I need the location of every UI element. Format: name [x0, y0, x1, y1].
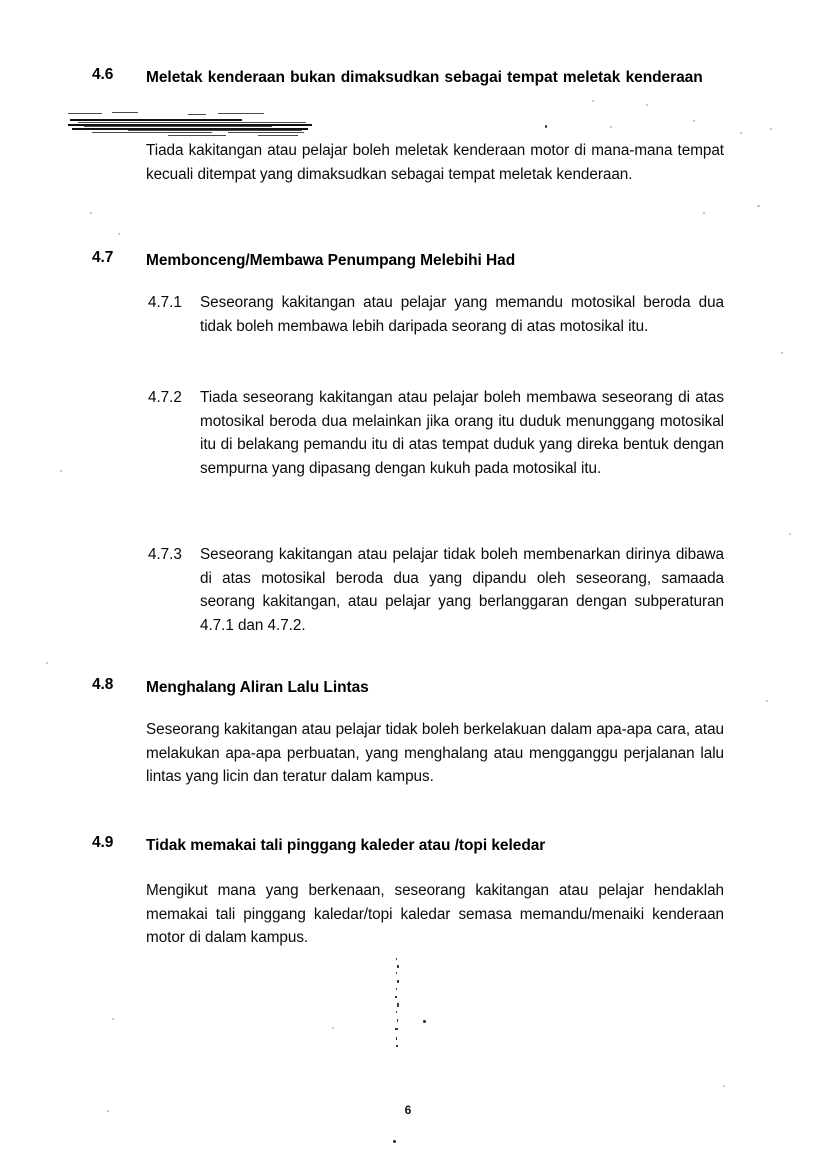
- section-heading-4-7: [92, 249, 778, 273]
- section-body-4-8: Seseorang kakitangan atau pelajar tidak boleh berkelakuan dalam apa-apa cara, atau melakukan apa-apa perbuatan, yang menghalang atau mengganggu perjalanan lalu lintas yang licin dan teratur dalam kampus.: [146, 721, 724, 786]
- section-body-4-9: Mengikut mana yang berkenaan, seseorang kakitangan atau pelajar hendaklah memakai tali pinggang kaledar/topi kaledar semasa memandu/menaiki kenderaan motor di dalam kampus.: [146, 882, 724, 947]
- section-heading-4-6: [92, 66, 778, 90]
- section-number-4-6: 4.6: [92, 66, 114, 83]
- clause-number-4-7-2: 4.7.2: [148, 389, 182, 406]
- clause-text-4-7-2: Tiada seseorang kakitangan atau pelajar boleh membawa seseorang di atas motosikal beroda dua melainkan jika orang itu duduk menunggang motosikal itu di belakang pemandu itu di atas tempat duduk yang direka bentuk dengan sempurna yang dipasang dengan kukuh pada motosikal itu.: [200, 389, 724, 477]
- section-title-4-9: Tidak memakai tali pinggang kaleder atau /topi keledar: [146, 837, 546, 854]
- section-number-4-7: 4.7: [92, 249, 114, 266]
- clause-4-7-3: [148, 543, 724, 637]
- section-number-4-9: 4.9: [92, 834, 114, 851]
- section-heading-4-9: [92, 834, 778, 858]
- section-title-4-6: Meletak kenderaan bukan dimaksudkan sebagai tempat meletak kenderaan: [146, 69, 703, 86]
- clause-text-4-7-3: Seseorang kakitangan atau pelajar tidak boleh membenarkan dirinya dibawa di atas motosikal beroda dua yang dipandu oleh seseorang, samaada seorang kakitangan, atau pelajar yang berlanggaran dengan subperaturan 4.7.1 dan 4.7.2.: [200, 546, 724, 634]
- clause-number-4-7-3: 4.7.3: [148, 546, 182, 563]
- clause-text-4-7-1: Seseorang kakitangan atau pelajar yang memandu motosikal beroda dua tidak boleh membawa lebih daripada seorang di atas motosikal itu.: [200, 294, 724, 335]
- page-number: 6: [404, 1103, 412, 1117]
- section-title-4-7: Membonceng/Membawa Penumpang Melebihi Had: [146, 252, 516, 269]
- section-body-4-6: Tiada kakitangan atau pelajar boleh meletak kenderaan motor di mana-mana tempat kecuali ditempat yang dimaksudkan sebagai tempat meletak kenderaan.: [146, 142, 724, 183]
- section-title-4-8: Menghalang Aliran Lalu Lintas: [146, 679, 369, 696]
- section-number-4-8: 4.8: [92, 676, 114, 693]
- clause-4-7-2: [148, 386, 724, 480]
- section-heading-4-8: [92, 676, 778, 700]
- clause-4-7-1: [148, 291, 724, 338]
- clause-number-4-7-1: 4.7.1: [148, 294, 182, 311]
